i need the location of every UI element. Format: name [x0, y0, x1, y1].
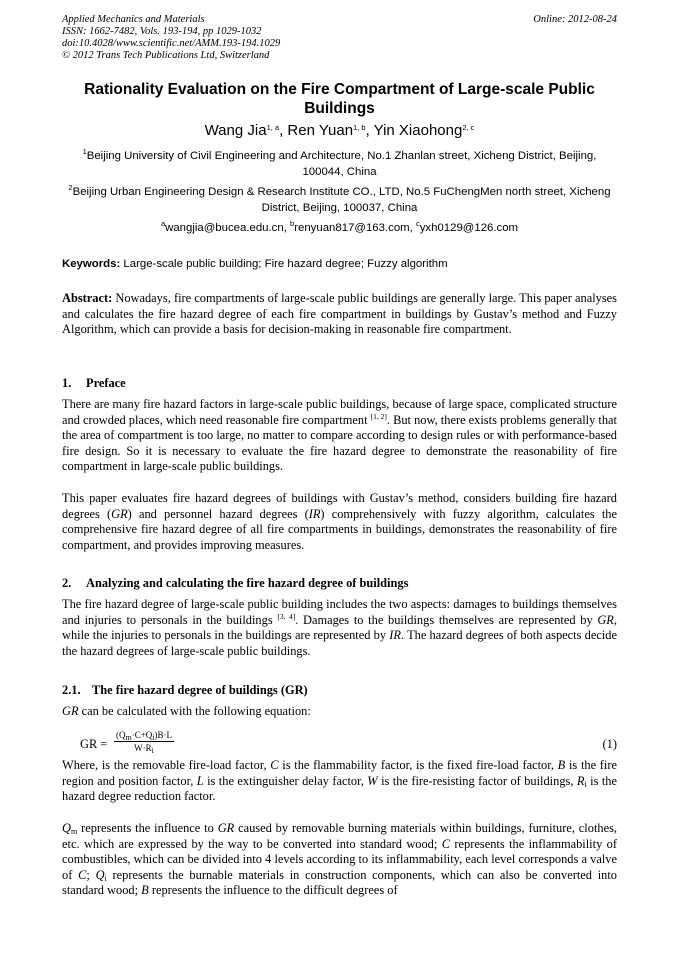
text-run: . But now, there exists problems generally that the area of compartment is too large, no matter to compare according to design rules or with performance-based fire design. So it is necessary to evaluate the fire hazard degree to demonstrate the reasonability of fire compartment in large-scale public buildings. [62, 412, 617, 474]
section-number: 2. [62, 576, 72, 590]
affil-mark: 2 [68, 183, 73, 192]
doi-line: doi:10.4028/www.scientific.net/AMM.193-194.1029 [62, 38, 281, 49]
email-list: $^a$wangjia@bucea.edu.cn, $^b$renyuan817@163.com, $^c$yxh0129@126.com [160, 219, 519, 234]
math-sub: m [125, 733, 132, 742]
email-address: renyuan817@163.com [294, 222, 410, 234]
text-run: is the fire-resisting factor of buildings, [377, 773, 577, 788]
variable: IR [389, 628, 401, 643]
affiliation-2 [62, 184, 617, 216]
text-run: represents the inflammability of combustibles, which can be divided into 4 levels according to its inflammability, each level corresponds a valve of [62, 836, 617, 882]
text-run: is the fire region and position factor, [62, 758, 617, 788]
variable: GR [62, 704, 79, 718]
section-title: The fire hazard degree of buildings (GR) [92, 683, 308, 697]
affil-mark: 1 [82, 147, 87, 156]
variable: GR [217, 821, 235, 835]
variable: B [557, 758, 566, 772]
math-run: (Q [116, 730, 126, 740]
text-run: The fire hazard degree of large-scale public building includes the two aspects: damages to buildings themselves and injuries to personals in the buildings [62, 597, 617, 627]
text-run: Where, is the removable fire-load factor, [62, 758, 271, 772]
math-sub: i [104, 873, 107, 883]
text-run: caused by removable burning materials within buildings, furniture, clothes, etc. which are expressed by the way to be converted into standard wood; [62, 821, 618, 851]
equation-1 [80, 730, 617, 756]
citation: [1, 2] [370, 411, 387, 421]
section-1-heading [62, 376, 617, 392]
math-sub: i [151, 746, 154, 755]
variable: Q [62, 821, 71, 835]
email-address: yxh0129@126.com [419, 222, 519, 234]
copyright-line: © 2012 Trans Tech Publications Ltd, Switzerland [62, 50, 270, 61]
author-affil-mark: 2, c [462, 123, 475, 132]
text-run: ) and personnel hazard degrees ( [127, 506, 309, 521]
text-run: represents the influence to the difficult degrees of [148, 883, 398, 898]
text-run: . Damages to the buildings themselves are represented by [295, 612, 598, 627]
text-run: is the extinguisher delay factor, [203, 773, 368, 788]
equation-denominator [114, 742, 174, 753]
variable: W [367, 773, 378, 788]
email-address: wangjia@bucea.edu.cn [165, 222, 284, 234]
section-1-paragraph-1 [62, 397, 617, 475]
section-1-paragraph-2 [62, 491, 617, 553]
qm-paragraph [62, 821, 617, 899]
variable: Q [95, 867, 105, 882]
math-run: W·R [134, 743, 152, 753]
equation-fraction [114, 730, 174, 753]
equation-number: (1) [602, 737, 617, 751]
equation-lhs: GR = [80, 737, 108, 751]
section-title: Analyzing and calculating the fire hazard degree of buildings [86, 576, 409, 590]
section-2-paragraph [62, 597, 617, 659]
section-title: Preface [86, 376, 126, 390]
variable: C [78, 867, 87, 882]
section-2-1-heading [62, 683, 617, 699]
section-number: 2.1. [62, 683, 81, 697]
text-run: represents the influence to [77, 821, 218, 835]
email-mark: a [160, 219, 166, 228]
text-run: can be calculated with the following equation: [78, 704, 311, 718]
text-run: is the flammability factor, is the fixed fire-load factor, [278, 758, 558, 772]
variable: IR [308, 506, 321, 521]
text-run: ) comprehensively with fuzzy algorithm, calculates the comprehensive fire hazard degree of all fire compartments in buildings, demonstrates the reasonability of fire compartment, and provides improving measures. [62, 506, 618, 552]
text-run: ; [86, 867, 96, 882]
equation-intro [62, 704, 617, 720]
abstract-label: Abstract: [62, 291, 113, 305]
paper-title: Rationality Evaluation on the Fire Compartment of Large-scale Public Buildings [84, 81, 595, 117]
variable: R [576, 773, 585, 788]
text-run: , while the injuries to personals in the buildings are represented by [62, 612, 617, 643]
journal-header [62, 14, 617, 62]
keywords-label: Keywords: [62, 258, 121, 270]
keywords-text: Large-scale public building; Fire hazard degree; Fuzzy algorithm [123, 258, 448, 270]
online-date: Online: 2012-08-24 [533, 14, 617, 25]
author-name: Yin Xiaohong [373, 122, 463, 139]
variable: B [141, 883, 149, 898]
abstract-text: Nowadays, fire compartments of large-scale public buildings are generally large. This paper analyses and calculates the fire hazard degree of each fire compartment in buildings by Gustav’s method and Fuzzy Algorithm, which can provide a basis for decision-making in reasonable fire compartment. [62, 291, 617, 337]
email-mark: b [290, 219, 295, 228]
where-paragraph [62, 758, 617, 805]
text-run: is the hazard degree reduction factor. [62, 773, 617, 804]
author-affil-mark: 1, a [266, 123, 280, 132]
email-mark: c [415, 219, 420, 228]
author-name: Ren Yuan [287, 122, 354, 139]
math-sub: m [70, 827, 78, 836]
affil-text: Beijing Urban Engineering Design & Research Institute CO., LTD, No.5 FuChengMen north street, Xicheng District, Beijing, 100037, China [72, 186, 611, 214]
math-run: ·C+Q [131, 730, 153, 740]
journal-name: Applied Mechanics and Materials [62, 14, 205, 25]
affil-text: Beijing University of Civil Engineering and Architecture, No.1 Zhanlan street, Xicheng District, Beijing, 100044, China [86, 150, 597, 178]
math-run: )B·L [154, 730, 173, 740]
author-list: Wang Jia$^{1, a}$, Ren Yuan$^{1, b}$, Yin Xiaohong$^{2, c}$ [204, 122, 475, 139]
text-run: represents the burnable materials in construction components, which can also be converted into standard wood; [62, 867, 618, 898]
author-affil-mark: 1, b [353, 123, 366, 132]
text-run: There are many fire hazard factors in large-scale public buildings, because of large space, complicated structure and crowded places, which need reasonable fire compartment [62, 397, 617, 427]
variable: GR [597, 612, 614, 627]
variable: GR [111, 506, 128, 521]
variable: C [270, 758, 279, 772]
issn-line: ISSN: 1662-7482, Vols. 193-194, pp 1029-1032 [62, 26, 262, 37]
affiliation-1 [62, 148, 617, 180]
equation-numerator [114, 730, 174, 742]
abstract [62, 291, 617, 338]
section-number: 1. [62, 376, 72, 390]
keywords [62, 256, 617, 272]
variable: L [196, 773, 204, 788]
citation: [3, 4] [277, 611, 296, 621]
section-2-heading [62, 576, 617, 592]
text-run: This paper evaluates fire hazard degrees of buildings with Gustav’s method, considers building fire hazard degrees ( [62, 491, 617, 521]
math-sub: i [584, 779, 587, 789]
math-sub: i [152, 733, 155, 742]
text-run: . The hazard degrees of both aspects decide the hazard degrees of large-scale public buildings. [62, 628, 617, 658]
variable: C [441, 836, 451, 851]
author-name: Wang Jia [204, 122, 267, 139]
